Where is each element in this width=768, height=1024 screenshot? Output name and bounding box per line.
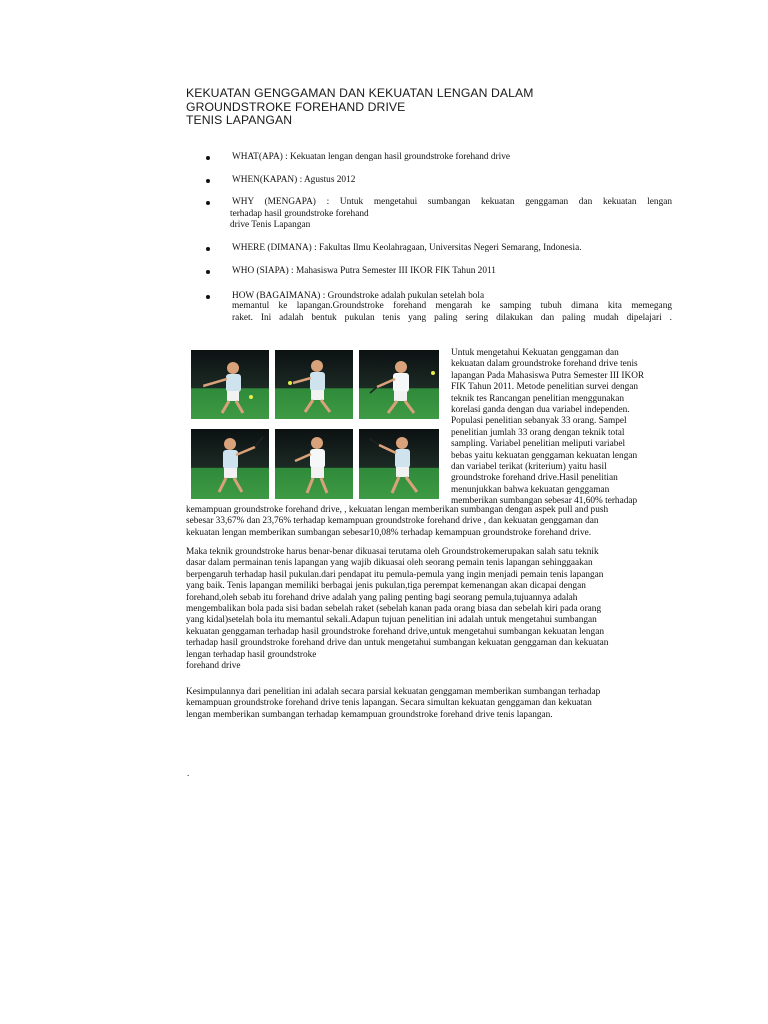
- paragraph-line: terhadap hasil groundstroke forehand drive dan untuk mengetahui sumbangan kekuatan genggaman dan kekuatan: [186, 638, 609, 649]
- abstract-side-line: lapangan Pada Mahasiswa Putra Semester III IKOR: [451, 370, 645, 381]
- bullet-dot: [206, 247, 210, 251]
- abstract-side-line: memberikan sumbangan sebesar 41,60% terhadap: [451, 496, 638, 507]
- abstract-side-line: teknik tes Rancangan penelitian menggunakan: [451, 393, 624, 404]
- bullet-dot: [206, 201, 210, 205]
- abstract-side-line: dan variabel terikat (kriterium) yaitu hasil: [451, 462, 607, 473]
- bullet-why-line-3: drive Tenis Lapangan: [230, 220, 311, 230]
- conclusion-line: Kesimpulannya dari penelitian ini adalah secara parsial kekuatan genggaman memberikan sumbangan terhadap: [186, 687, 601, 697]
- title-line-1: KEKUATAN GENGGAMAN DAN KEKUATAN LENGAN DALAM: [186, 86, 534, 100]
- abstract-side-line: Populasi penelitian sebanyak 33 orang. Sampel: [451, 416, 627, 427]
- abstract-full-line: sebesar 33,67% dan 23,76% terhadap kemampuan groundstroke forehand drive , dan kekuatan genggaman dan: [186, 516, 599, 527]
- abstract-full-line: kekuatan lengan memberikan sumbangan sebesar10,08% terhadap kemampuan groundstroke forehand drive.: [186, 527, 592, 538]
- paragraph-line: forehand drive: [186, 661, 241, 672]
- bullet-how-line-3: raket. Ini adalah bentuk pukulan tenis yang paling sering dilakukan dan paling mudah dipelajari .: [232, 313, 672, 323]
- paragraph-line: forehand,oleh sebab itu forehand drive adalah yang paling penting bagi seorang pemula,tujuannya adalah: [186, 592, 578, 603]
- abstract-side-line: sampling. Variabel penelitian meliputi variabel: [451, 439, 626, 450]
- abstract-side-line: Untuk mengetahui Kekuatan genggaman dan: [451, 348, 619, 358]
- bullet-dot: [206, 295, 210, 299]
- bullet-why-line-2: terhadap hasil groundstroke forehand: [230, 209, 369, 219]
- paragraph-line: berpengaruh terhadap hasil pukulan.dari pendapat itu pemula-pemula yang ingin menjadi pemain tenis lapangan: [186, 569, 604, 580]
- frame-1: [191, 350, 269, 419]
- abstract-side-line: penelitian jumlah 33 orang dengan teknik total: [451, 427, 625, 438]
- title-line-2: GROUNDSTROKE FOREHAND DRIVE: [186, 99, 406, 114]
- abstract-side-line: korelasi ganda dengan dua variabel independen.: [451, 405, 630, 416]
- frame-5: [275, 429, 353, 499]
- bullet-why-text: WHY (MENGAPA) : Untuk mengetahui sumbangan kekuatan genggaman dan kekuatan lengan: [232, 197, 672, 207]
- paragraph-line: dasar dalam permainan tenis lapangan yang wajib dikuasai oleh seorang pemain tenis lapangan sehinggaakan: [186, 558, 593, 569]
- frame-2: [275, 350, 353, 419]
- frame-4: [191, 429, 269, 499]
- paragraph-line: Maka teknik groundstroke harus benar-benar dikuasai terutama oleh Groundstrokemerupakan salah satu teknik: [186, 547, 599, 557]
- abstract-full-line: kemampuan groundstroke forehand drive, , kekuatan lengan memberikan sumbangan dengan aspek pull and push: [186, 505, 609, 515]
- abstract-side-line: groundstroke forehand drive.Hasil penelitian: [451, 473, 618, 484]
- bullet-dot: [206, 156, 210, 160]
- bullet-what-text: WHAT(APA) : Kekuatan lengan dengan hasil groundstroke forehand drive: [232, 152, 510, 162]
- bullet-dot: [206, 179, 210, 183]
- paragraph-conclusion: [186, 687, 670, 721]
- bullet-dot: [206, 270, 210, 274]
- paragraph-line: kekuatan genggaman terhadap hasil groundstroke forehand drive,untuk mengetahui sumbangan kekuatan lengan: [186, 626, 604, 637]
- frame-3: [359, 350, 439, 419]
- abstract-side-line: FIK Tahun 2011. Metode penelitian survei dengan: [451, 382, 639, 393]
- paragraph-line: yang baik. Tenis lapangan memiliki berbagai jenis pukulan,tiga perempat kemenangan akan dicapai dengan: [186, 581, 586, 592]
- bullet-when-text: WHEN(KAPAN) : Agustus 2012: [232, 175, 356, 185]
- forehand-sequence-photo: [189, 349, 441, 501]
- paragraph-line: mengembalikan bola pada sisi badan sebelah raket (sebelah kanan pada orang biasa dan sebelah kiri pada orang: [186, 604, 602, 615]
- frame-6: [359, 429, 439, 499]
- forehand-sequence-illustration: [189, 349, 441, 501]
- abstract-side-column: [451, 348, 670, 508]
- document-title: [186, 87, 656, 128]
- paragraph-line: yang kidal)setelah bola itu memantul sekali.Adapun tujuan penelitian ini adalah untuk mengetahui sumbangan: [186, 615, 597, 626]
- bullet-how-line-2: memantul ke lapangan.Groundstroke forehand mengarah ke samping tubuh dimana kita memegang: [232, 301, 672, 311]
- abstract-side-line: kekuatan dalam groundstroke forehand drive tenis: [451, 359, 638, 370]
- title-line-3: TENIS LAPANGAN: [186, 113, 293, 127]
- paragraph-line: lengan terhadap hasil groundstroke: [186, 649, 317, 660]
- stray-period: .: [187, 768, 190, 778]
- abstract-side-line: bebas yaitu kekuatan genggaman kekuatan lengan: [451, 450, 638, 461]
- bullet-where-text: WHERE (DIMANA) : Fakultas Ilmu Keolahragaan, Universitas Negeri Semarang, Indonesia.: [232, 243, 582, 253]
- abstract-full-width: [186, 505, 670, 539]
- conclusion-line: lengan memberikan sumbangan terhadap kemampuan groundstroke forehand drive tenis lapangan.: [186, 709, 553, 720]
- conclusion-line: kemampuan groundstroke forehand drive tenis lapangan. Secara simultan kekuatan genggaman dan kekuatan: [186, 698, 592, 709]
- bullet-who-text: WHO (SIAPA) : Mahasiswa Putra Semester III IKOR FIK Tahun 2011: [232, 266, 496, 276]
- abstract-side-line: menunjukkan bahwa kekuatan genggaman: [451, 484, 610, 495]
- bullet-how-text: HOW (BAGAIMANA) : Groundstroke adalah pukulan setelah bola: [232, 291, 485, 301]
- paragraph-technique: [186, 547, 670, 672]
